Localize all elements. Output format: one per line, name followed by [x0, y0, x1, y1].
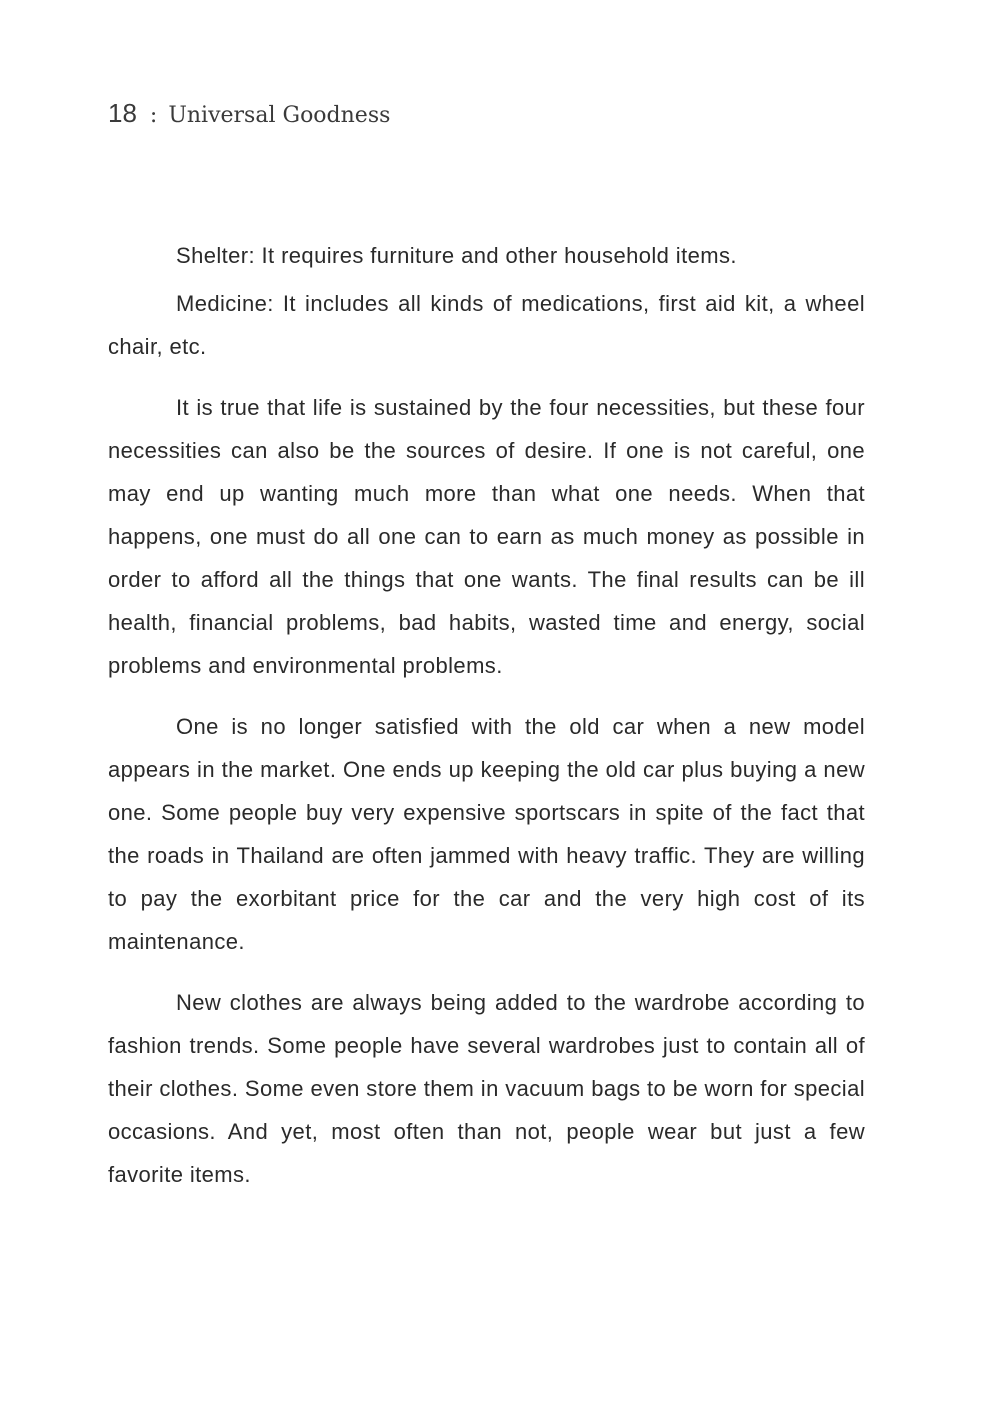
book-title: Universal Goodness: [168, 103, 391, 128]
running-header: [108, 98, 390, 129]
paragraph-car: One is no longer satisfied with the old car when a new model appears in the market. One ends up keeping the old car plus buying a new one. Some people buy very expensive sportscars in spite of the fact that the roads in Thailand are often jammed with heavy traffic. They are willing to pay the exorbitant price for the car and the very high cost of its maintenance.: [108, 714, 865, 954]
paragraph-clothes: New clothes are always being added to the wardrobe according to fashion trends. Some people have several wardrobes just to contain all of their clothes. Some even store them in vacuum bags to be worn for special occasions. And yet, most often than not, people wear but just a few favorite items.: [108, 990, 865, 1187]
page-body: [108, 234, 865, 1196]
paragraph-medicine: Medicine: It includes all kinds of medications, first aid kit, a wheel chair, etc.: [108, 291, 865, 359]
header-separator: :: [149, 103, 158, 128]
paragraph-shelter: Shelter: It requires furniture and other household items.: [176, 243, 737, 268]
page-number: 18: [108, 98, 137, 128]
paragraph-necessities: It is true that life is sustained by the four necessities, but these four necessities can also be the sources of desire. If one is not careful, one may end up wanting much more than what one needs. When that happens, one must do all one can to earn as much money as possible in order to afford all the things that one wants. The final results can be ill health, financial problems, bad habits, wasted time and energy, social problems and environmental problems.: [108, 395, 865, 678]
